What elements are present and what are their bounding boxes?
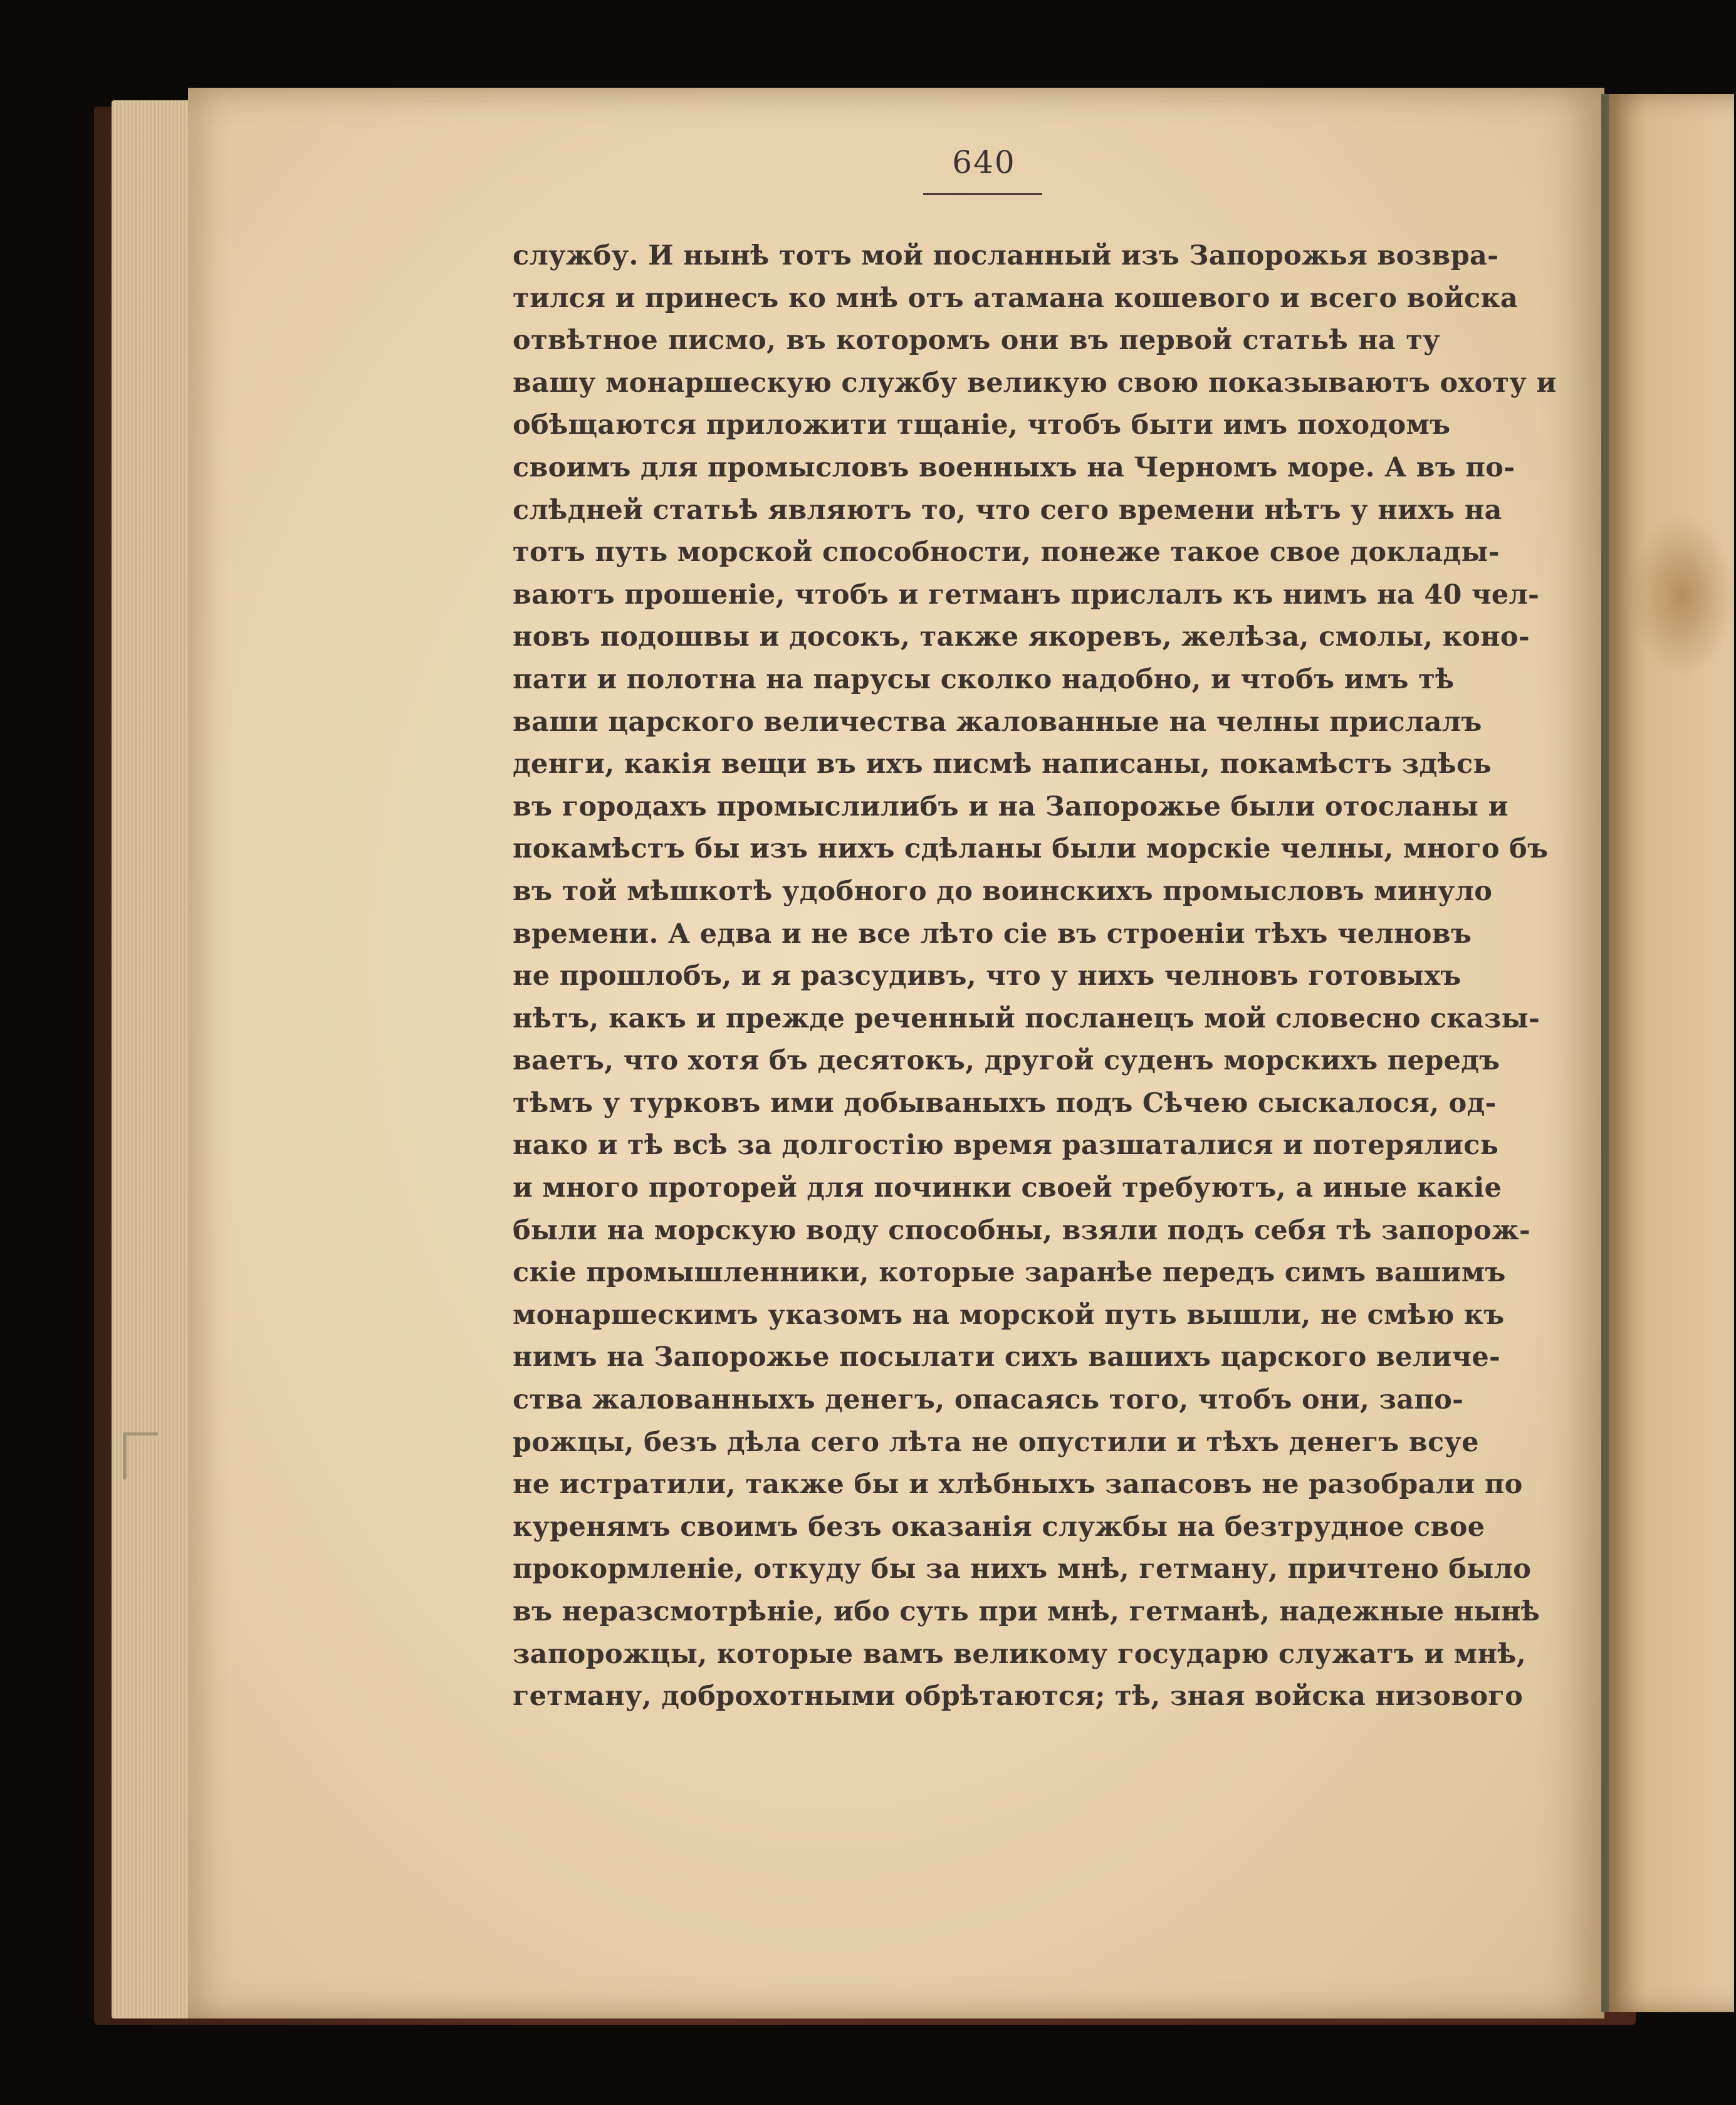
text-line: обѣщаются приложити тщаніе, чтобъ быти имъ походомъ bbox=[513, 409, 1451, 441]
text-line: и много проторей для починки своей требуютъ, а иные какіе bbox=[513, 1172, 1502, 1204]
pencil-margin-mark bbox=[123, 1432, 158, 1479]
text-line: покамѣстъ бы изъ нихъ сдѣланы были морскіе челны, много бъ bbox=[513, 833, 1549, 865]
text-line: тился и принесъ ко мнѣ отъ атамана кошевого и всего войска bbox=[513, 282, 1519, 314]
text-line: отвѣтное писмо, въ которомъ они въ первой статьѣ на ту bbox=[513, 325, 1440, 357]
text-line: нѣтъ, какъ и прежде реченный посланецъ мой словесно сказы- bbox=[513, 1002, 1540, 1034]
text-line: новъ подошвы и досокъ, также якоревъ, желѣза, смолы, коно- bbox=[513, 621, 1530, 653]
text-line: рожцы, безъ дѣла сего лѣта не опустили и тѣхъ денегъ всуе bbox=[513, 1426, 1479, 1458]
text-line: времени. А едва и не все лѣто сіе въ строеніи тѣхъ челновъ bbox=[513, 918, 1472, 950]
text-line: запорожцы, которые вамъ великому государю служатъ и мнѣ, bbox=[513, 1638, 1527, 1670]
text-line: вашу монаршескую службу великую свою показываютъ охоту и bbox=[513, 367, 1557, 399]
text-line: были на морскую воду способны, взяли подъ себя тѣ запорож- bbox=[513, 1214, 1531, 1246]
text-line: ства жалованныхъ денегъ, опасаясь того, чтобъ они, запо- bbox=[513, 1384, 1464, 1416]
text-line: въ неразсмотрѣніе, ибо суть при мнѣ, гетманѣ, надежные нынѣ bbox=[513, 1596, 1540, 1627]
page-number-rule bbox=[923, 193, 1042, 195]
text-line: въ городахъ промыслилибъ и на Запорожье были отосланы и bbox=[513, 790, 1509, 822]
text-line: нако и тѣ всѣ за долгостію время разшаталися и потерялись bbox=[513, 1130, 1499, 1162]
text-line: тотъ путь морской способности, понеже такое свое доклады- bbox=[513, 537, 1500, 569]
body-text bbox=[513, 235, 1557, 1718]
text-line: тѣмъ у турковъ ими добываныхъ подъ Сѣчею сыскалося, од- bbox=[513, 1087, 1497, 1119]
text-line: не истратили, также бы и хлѣбныхъ запасовъ не разобрали по bbox=[513, 1469, 1523, 1501]
water-stain bbox=[1629, 514, 1736, 677]
text-line: службу. И нынѣ тотъ мой посланный изъ Запорожья возвра- bbox=[513, 240, 1499, 271]
text-line: ваши царского величества жалованные на челны прислалъ bbox=[513, 706, 1482, 738]
text-line: нимъ на Запорожье посылати сихъ вашихъ царского величе- bbox=[513, 1341, 1501, 1373]
text-line: въ той мѣшкотѣ удобного до воинскихъ промысловъ минуло bbox=[513, 875, 1493, 907]
text-line: скіе промышленники, которые заранѣе передъ симъ вашимъ bbox=[513, 1257, 1506, 1289]
text-line: гетману, доброхотными обрѣтаются; тѣ, зная войска низового bbox=[513, 1681, 1524, 1713]
text-line: пати и полотна на парусы сколко надобно, и чтобъ имъ тѣ bbox=[513, 663, 1455, 695]
text-line: слѣдней статьѣ являютъ то, что сего времени нѣтъ у нихъ на bbox=[513, 494, 1502, 526]
page-number: 640 bbox=[952, 144, 1016, 181]
page-edges-left bbox=[112, 100, 199, 2018]
text-line: ваютъ прошеніе, чтобъ и гетманъ прислалъ къ нимъ на 40 чел- bbox=[513, 579, 1540, 611]
facing-page-edge bbox=[1601, 94, 1734, 2012]
text-line: денги, какія вещи въ ихъ писмѣ написаны, покамѣстъ здѣсь bbox=[513, 748, 1492, 780]
binding-edge bbox=[1601, 94, 1609, 2012]
text-line: куренямъ своимъ безъ оказанія службы на безтрудное свое bbox=[513, 1511, 1485, 1543]
text-line: ваетъ, что хотя бъ десятокъ, другой суденъ морскихъ передъ bbox=[513, 1045, 1500, 1077]
text-line: своимъ для промысловъ военныхъ на Черномъ море. А въ по- bbox=[513, 451, 1515, 483]
text-line: прокормленіе, откуду бы за нихъ мнѣ, гетману, причтено было bbox=[513, 1553, 1532, 1585]
text-line: монаршескимъ указомъ на морской путь вышли, не смѣю къ bbox=[513, 1299, 1505, 1331]
text-line: не прошлобъ, и я разсудивъ, что у нихъ челновъ готовыхъ bbox=[513, 960, 1461, 992]
